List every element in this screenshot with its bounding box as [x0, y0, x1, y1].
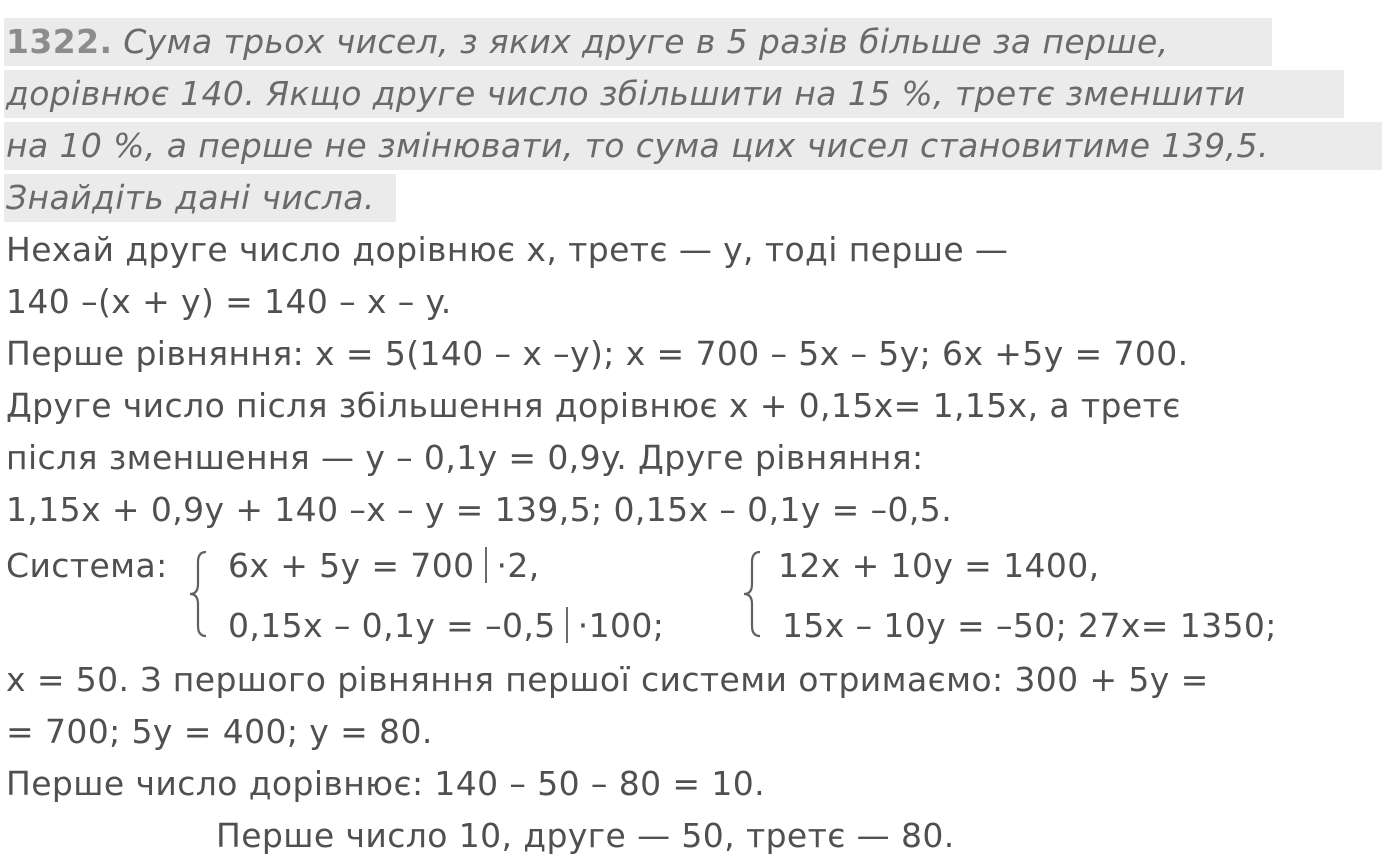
- task-line-2: дорівнює 140. Якщо друге число збільшити на 15 %, третє зменшити: [6, 74, 1246, 113]
- system-1-eq-2-multiplier: ·100;: [577, 606, 665, 645]
- system-2-brace: [740, 548, 768, 640]
- system-1-eq-2-divider: [566, 607, 568, 643]
- solution-line-6: 1,15x + 0,9y + 140 –x – y = 139,5; 0,15x – 0,1y = –0,5.: [6, 490, 953, 529]
- system-1-eq-1-text: 6x + 5y = 700: [228, 546, 475, 585]
- system-2-eq-1: 12x + 10y = 1400,: [778, 546, 1100, 585]
- system-1-eq-2-text: 0,15x – 0,1y = –0,5: [228, 606, 556, 645]
- task-text-1: Сума трьох чисел, з яких друге в 5 разів більше за перше,: [123, 22, 1169, 61]
- system-1-eq-1: [228, 546, 540, 586]
- solution-line-7: x = 50. З першого рівняння першої системи отримаємо: 300 + 5y =: [6, 660, 1209, 699]
- solution-line-8: = 700; 5y = 400; y = 80.: [6, 712, 433, 751]
- system-label: Система:: [6, 546, 168, 585]
- system-1-eq-1-divider: [485, 547, 487, 583]
- task-line-4: Знайдіть дані числа.: [6, 178, 375, 217]
- solution-line-1: Нехай друге число дорівнює x, третє — y, тоді перше —: [6, 230, 1009, 269]
- task-line-3: на 10 %, а перше не змінювати, то сума цих чисел становитиме 139,5.: [6, 126, 1269, 165]
- solution-line-5: після зменшення — y – 0,1y = 0,9y. Друге рівняння:: [6, 438, 924, 477]
- answer-line: Перше число 10, друге — 50, третє — 80.: [216, 816, 955, 855]
- system-1-eq-2: [228, 606, 664, 646]
- solution-line-9: Перше число дорівнює: 140 – 50 – 80 = 10.: [6, 764, 765, 803]
- task-line-1: [6, 22, 1169, 62]
- task-number: 1322.: [6, 22, 113, 61]
- solution-line-3: Перше рівняння: x = 5(140 – x –y); x = 700 – 5x – 5y; 6x +5y = 700.: [6, 334, 1189, 373]
- solution-line-2: 140 –(x + y) = 140 – x – y.: [6, 282, 452, 321]
- system-1-eq-1-multiplier: ·2,: [496, 546, 540, 585]
- system-1-brace: [186, 548, 214, 640]
- solution-line-4: Друге число після збільшення дорівнює x + 0,15x= 1,15x, а третє: [6, 386, 1181, 425]
- system-2-eq-2: 15x – 10y = –50; 27x= 1350;: [782, 606, 1277, 645]
